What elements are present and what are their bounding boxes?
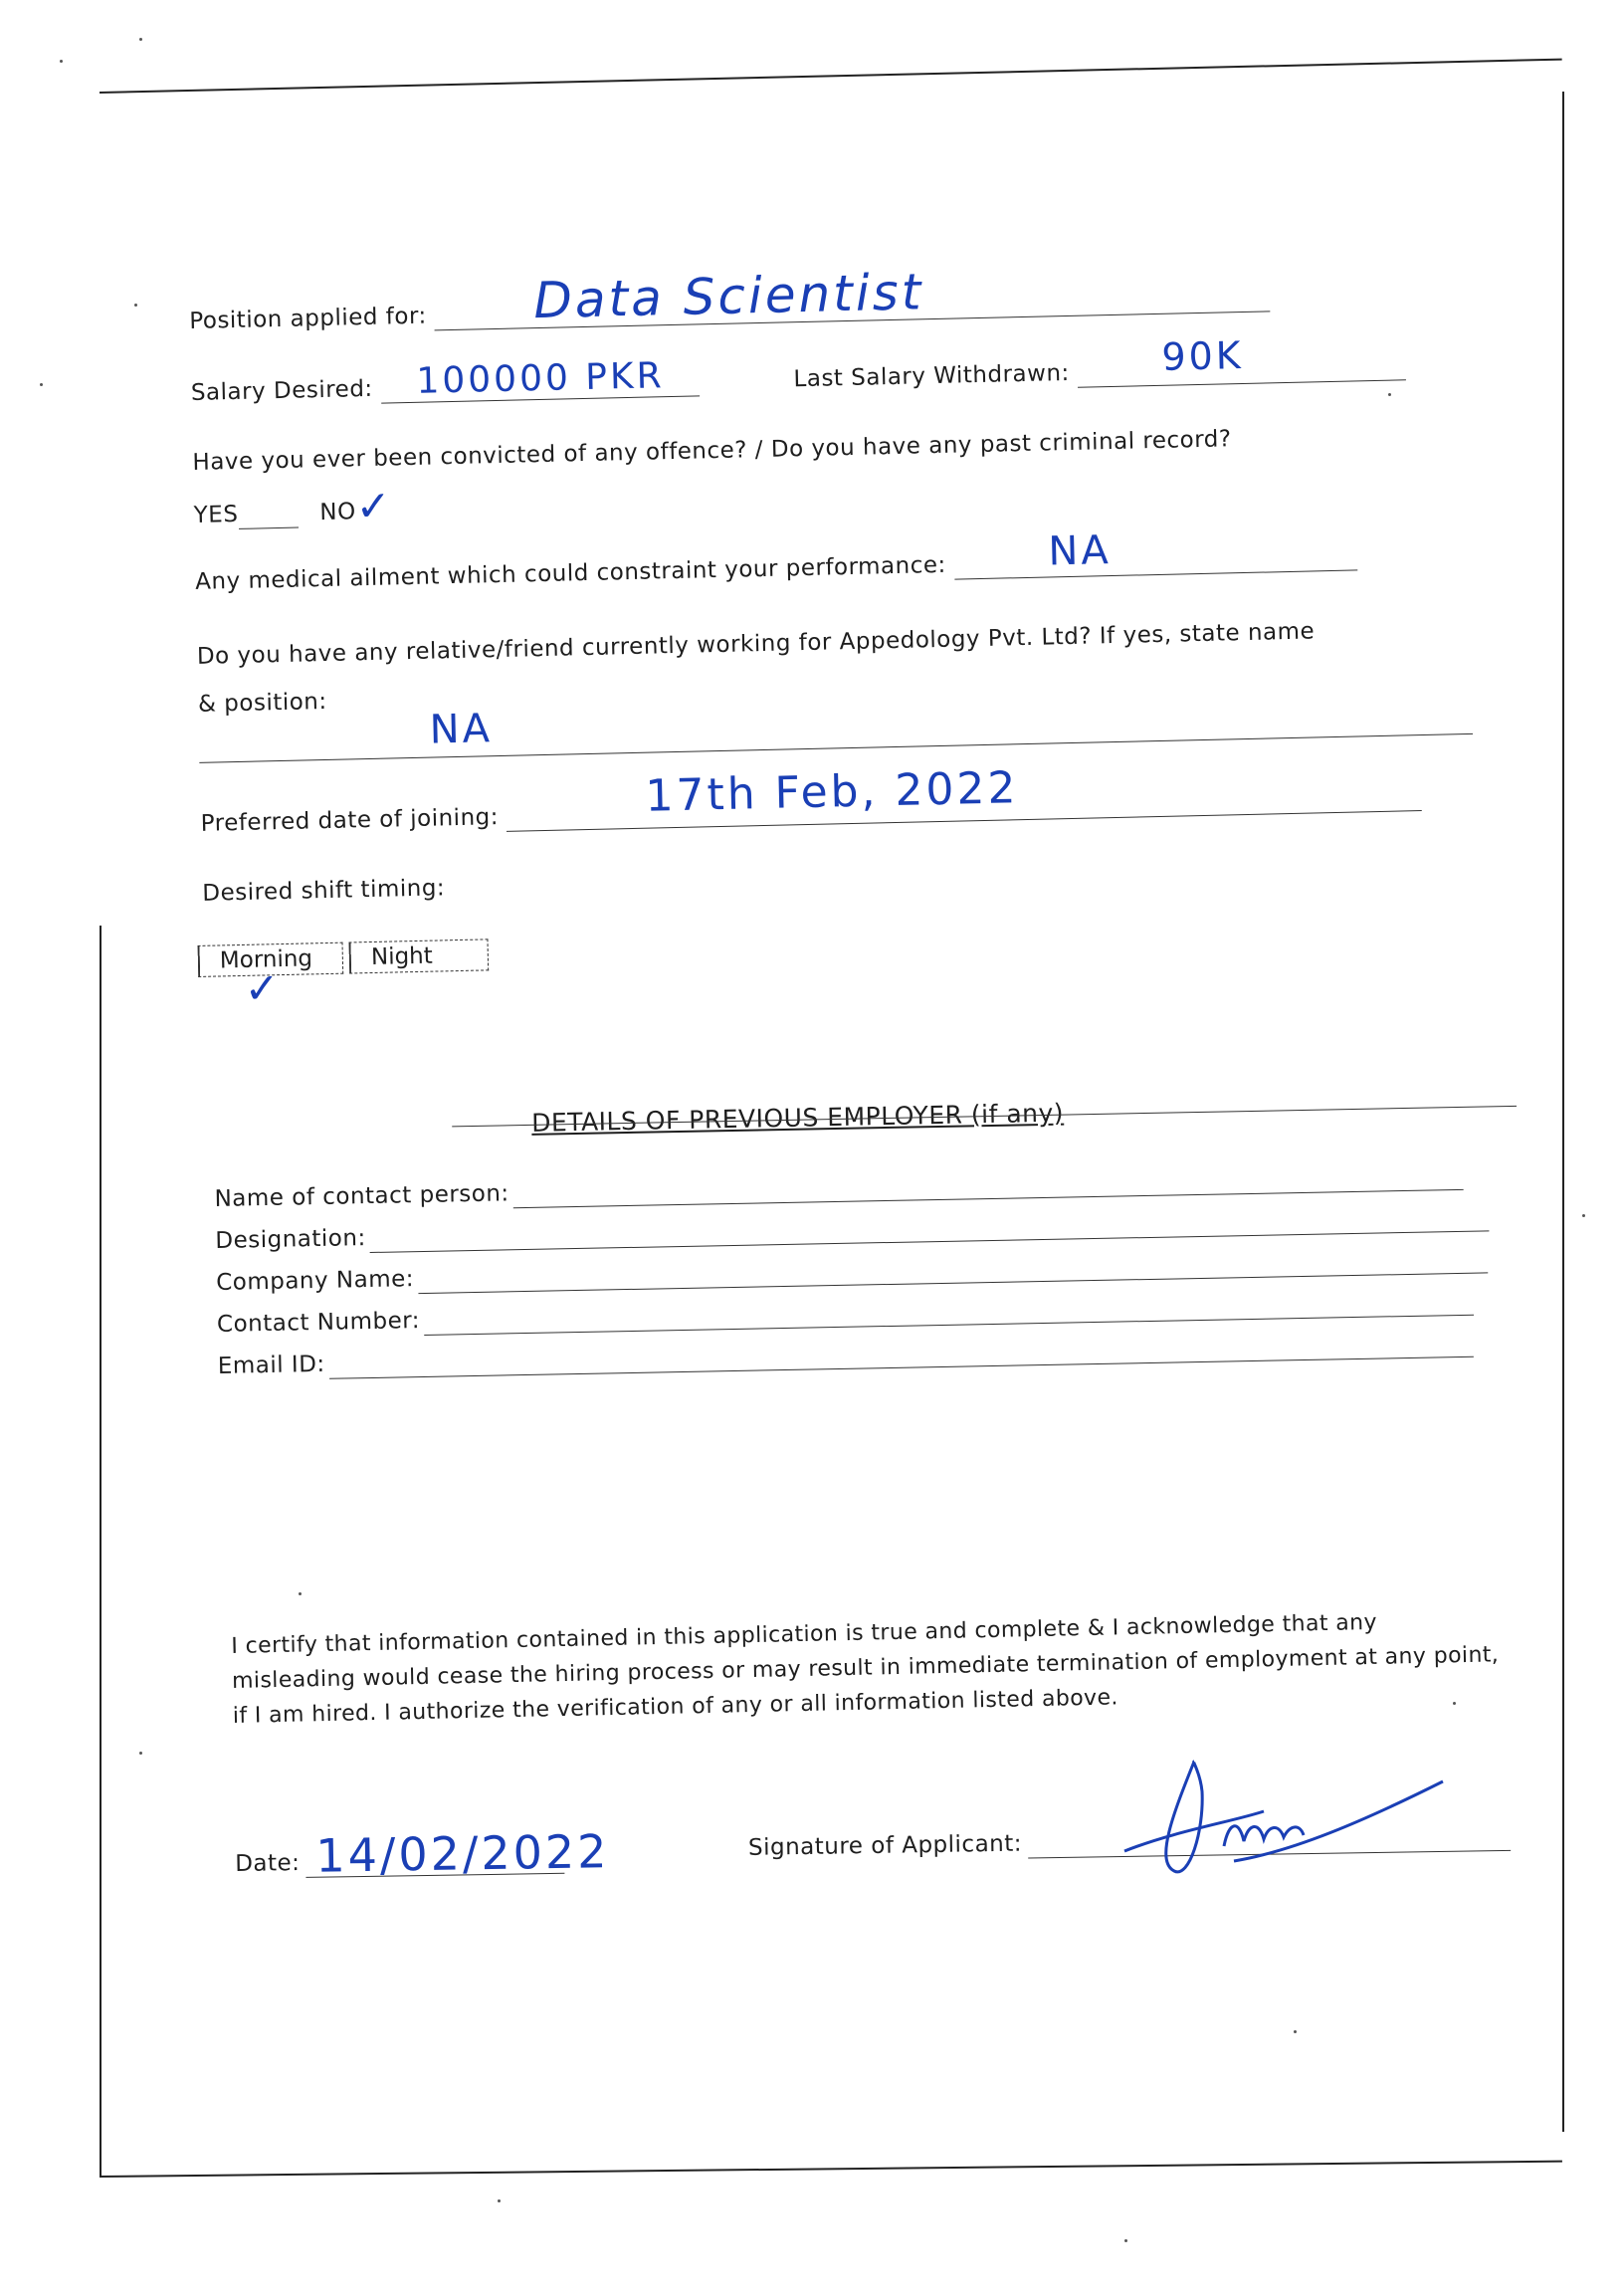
criminal-question: Have you ever been convicted of any offence? / Do you have any past criminal record? xyxy=(192,426,1232,476)
company-name-row xyxy=(216,1245,1488,1298)
position-field[interactable] xyxy=(434,263,1270,330)
joining-label: Preferred date of joining: xyxy=(200,804,500,837)
contact-person-field[interactable] xyxy=(512,1163,1463,1208)
date-label: Date: xyxy=(235,1849,301,1877)
relative-question-row xyxy=(197,618,1316,671)
criminal-no-label: NO xyxy=(319,499,356,526)
relative-value: NA xyxy=(429,706,494,753)
relative-field[interactable] xyxy=(199,708,1473,763)
scan-speck xyxy=(1453,1702,1456,1705)
joining-value: 17th Feb, 2022 xyxy=(644,762,1019,822)
relative-question-line2: & position: xyxy=(197,688,327,718)
page-border-left xyxy=(100,926,102,2178)
scan-speck xyxy=(134,304,137,307)
shift-options xyxy=(198,938,496,977)
last-salary-value: 90K xyxy=(1160,332,1245,379)
scan-speck xyxy=(1294,2030,1297,2033)
position-row xyxy=(189,263,1271,336)
email-label: Email ID: xyxy=(217,1351,325,1379)
signature-label: Signature of Applicant: xyxy=(747,1830,1023,1861)
scan-speck xyxy=(60,60,63,63)
shift-morning-checkmark: ✓ xyxy=(243,963,284,1013)
medical-label: Any medical ailment which could constraint your performance: xyxy=(194,551,947,595)
scan-speck xyxy=(139,1752,142,1755)
position-label: Position applied for: xyxy=(189,303,427,334)
position-value: Data Scientist xyxy=(532,263,924,330)
medical-field[interactable] xyxy=(953,527,1357,579)
contact-number-row xyxy=(217,1288,1474,1340)
shift-label: Desired shift timing: xyxy=(202,875,446,907)
date-field[interactable] xyxy=(305,1824,610,1883)
page-border-top xyxy=(100,59,1562,94)
contact-person-row xyxy=(214,1162,1463,1214)
email-field[interactable] xyxy=(328,1331,1473,1379)
scan-speck xyxy=(498,2199,501,2202)
criminal-yes-field[interactable] xyxy=(238,512,298,529)
shift-option-night[interactable]: Night xyxy=(349,938,489,973)
salary-row xyxy=(190,332,1406,408)
medical-value: NA xyxy=(1047,527,1113,575)
criminal-answer-row xyxy=(193,481,416,531)
certification-text: I certify that information contained in this application is true and complete & I acknowledge that any misleading would cease the hiring process or may result in immediate termination of employment at any point, if I am hired. I authorize the verification of any or all information listed above. xyxy=(231,1609,1500,1729)
criminal-no-field[interactable] xyxy=(354,481,416,531)
relative-question-line1: Do you have any relative/friend currently working for Appedology Pvt. Ltd? If yes, state name xyxy=(196,618,1316,670)
company-name-field[interactable] xyxy=(418,1246,1488,1294)
relative-answer-row xyxy=(199,708,1473,763)
salary-desired-field[interactable] xyxy=(380,355,700,403)
page-border-bottom xyxy=(100,2161,1562,2178)
contact-number-label: Contact Number: xyxy=(216,1308,421,1338)
designation-field[interactable] xyxy=(369,1204,1489,1253)
criminal-yes-label: YES xyxy=(193,501,239,528)
email-row xyxy=(218,1330,1474,1381)
last-salary-field[interactable] xyxy=(1077,332,1406,387)
salary-desired-label: Salary Desired: xyxy=(190,375,373,406)
salary-desired-value: 100000 PKR xyxy=(416,355,666,402)
last-salary-label: Last Salary Withdrawn: xyxy=(793,359,1071,393)
form-body xyxy=(189,263,1503,1013)
joining-field[interactable] xyxy=(507,762,1422,832)
contact-number-field[interactable] xyxy=(424,1289,1474,1336)
date-row xyxy=(235,1824,610,1883)
contact-person-label: Name of contact person: xyxy=(214,1180,509,1212)
criminal-question-row xyxy=(192,426,1232,478)
applicant-signature xyxy=(1115,1752,1473,1891)
shift-option-morning[interactable]: Morning xyxy=(198,942,344,977)
shift-row xyxy=(202,875,445,909)
medical-row xyxy=(194,527,1357,596)
relative-question-row-2 xyxy=(198,689,327,720)
company-name-label: Company Name: xyxy=(215,1266,415,1296)
scan-speck xyxy=(299,1592,302,1595)
designation-label: Designation: xyxy=(215,1225,366,1254)
previous-employer-section xyxy=(213,1092,1526,1379)
scan-speck xyxy=(1388,393,1391,396)
joining-row xyxy=(200,762,1422,839)
page-border-right xyxy=(1562,92,1564,2132)
date-value: 14/02/2022 xyxy=(314,1824,610,1883)
scan-speck xyxy=(1124,2239,1127,2242)
previous-employer-title: DETAILS OF PREVIOUS EMPLOYER (if any) xyxy=(530,1098,1065,1138)
scan-speck xyxy=(139,38,142,41)
scan-speck xyxy=(1582,1214,1585,1217)
scan-speck xyxy=(40,383,43,386)
criminal-no-checkmark: ✓ xyxy=(354,481,395,531)
